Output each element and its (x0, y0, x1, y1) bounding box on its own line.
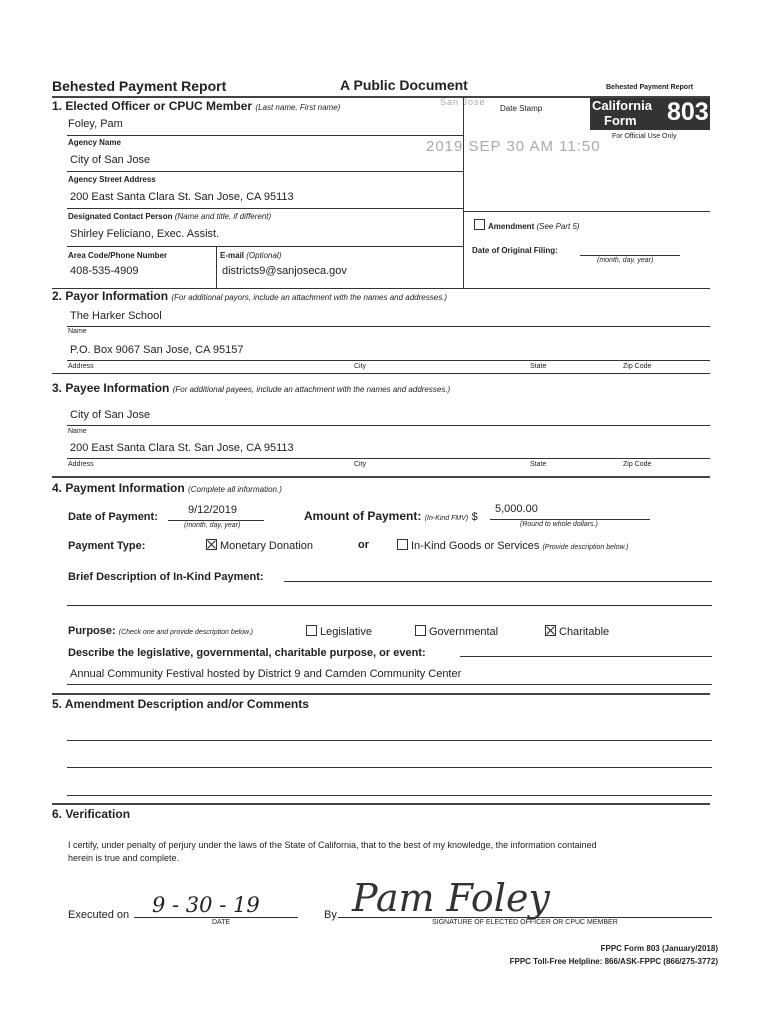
payor-address-label: Address (68, 363, 94, 370)
badge-number: 803 (667, 98, 709, 126)
payment-date-note: (month, day, year) (184, 522, 241, 529)
legislative-option[interactable]: Legislative (306, 625, 372, 638)
officer-signature: Pam Foley (352, 876, 550, 920)
stamp-office-text: San Jose (440, 97, 486, 107)
public-document-label: A Public Document (340, 77, 468, 93)
date-stamp-label: Date Stamp (500, 104, 543, 113)
governmental-checkbox[interactable] (415, 625, 426, 636)
agency-street-label: Agency Street Address (68, 175, 156, 184)
contact-person-label: Designated Contact Person (Name and title, if different) (68, 212, 272, 221)
original-filing-label: Date of Original Filing: (472, 246, 558, 255)
header-right-title: Behested Payment Report (606, 84, 694, 91)
payor-name-value: The Harker School (70, 310, 162, 322)
inkind-note: (Provide description below.) (542, 544, 629, 551)
certification-line2: herein is true and complete. (68, 853, 180, 863)
monetary-option[interactable]: Monetary Donation (206, 539, 313, 552)
email-value: districts9@sanjoseca.gov (222, 265, 347, 277)
payment-amount-label: Amount of Payment: (In-Kind FMV) $ (304, 509, 478, 523)
section3-heading-note: (For additional payees, include an attachment with the names and addresses.) (172, 385, 451, 394)
payment-amount-note: (In-Kind FMV) (424, 515, 469, 522)
executed-date-handwritten: 9 - 30 - 19 (152, 893, 260, 917)
purpose-note: (Check one and provide description below.) (118, 629, 253, 636)
payment-date-value: 9/12/2019 (188, 504, 237, 516)
payment-type-label: Payment Type: (68, 540, 146, 552)
form-title: Behested Payment Report (52, 78, 227, 94)
or-label: or (358, 539, 369, 551)
purpose-description-label: Describe the legislative, governmental, charitable purpose, or event: (68, 647, 426, 659)
agency-name-value: City of San Jose (70, 154, 151, 166)
section6-heading: 6. Verification (52, 807, 131, 821)
section1-heading: 1. Elected Officer or CPUC Member (Last name, First name) (52, 99, 341, 113)
badge-california: California (592, 98, 652, 113)
contact-person-value: Shirley Feliciano, Exec. Assist. (70, 228, 220, 240)
section3-heading: 3. Payee Information (For additional payees, include an attachment with the names and addresses.) (52, 381, 451, 395)
payee-name-label: Name (68, 428, 87, 435)
email-note: (Optional) (246, 251, 282, 260)
payee-city-label: City (354, 461, 367, 468)
inkind-checkbox[interactable] (397, 539, 408, 550)
purpose-label: Purpose: (Check one and provide description below.) (68, 625, 253, 637)
official-use-label: For Official Use Only (612, 133, 677, 140)
original-filing-note: (month, day, year) (597, 257, 654, 264)
section2-heading-note: (For additional payors, include an attachment with the names and addresses.) (171, 293, 448, 302)
legislative-checkbox[interactable] (306, 625, 317, 636)
payee-state-label: State (530, 461, 547, 468)
payor-zip-label: Zip Code (623, 363, 652, 370)
certification-line1: I certify, under penalty of perjury under the laws of the State of California, that to the best of my knowledge, the information contained (68, 840, 597, 850)
amendment-checkbox-row[interactable]: Amendment (See Part 5) (474, 219, 580, 231)
payor-name-label: Name (68, 328, 87, 335)
amendment-checkbox[interactable] (474, 219, 485, 230)
agency-street-value: 200 East Santa Clara St. San Jose, CA 95113 (70, 191, 294, 203)
phone-label: Area Code/Phone Number (68, 251, 168, 260)
executed-on-label: Executed on (68, 909, 130, 921)
email-label: E-mail (Optional) (220, 251, 282, 260)
form-version-label: FPPC Form 803 (January/2018) (600, 944, 718, 953)
by-label: By (324, 909, 337, 921)
payee-address-value: 200 East Santa Clara St. San Jose, CA 95113 (70, 442, 294, 454)
date-caption: DATE (212, 919, 231, 926)
payor-state-label: State (530, 363, 547, 370)
monetary-checkbox[interactable] (206, 539, 217, 550)
charitable-checkbox[interactable] (545, 625, 556, 636)
currency-symbol: $ (471, 511, 478, 523)
agency-name-label: Agency Name (68, 138, 121, 147)
section4-heading: 4. Payment Information (Complete all information.) (52, 481, 282, 495)
payment-date-label: Date of Payment: (68, 511, 158, 523)
section2-heading: 2. Payor Information (For additional payors, include an attachment with the names and addresses.) (52, 289, 448, 303)
governmental-option[interactable]: Governmental (415, 625, 498, 638)
form-803-badge (590, 96, 710, 130)
payor-address-value: P.O. Box 9067 San Jose, CA 95157 (70, 344, 244, 356)
section1-heading-note: (Last name, First name) (255, 103, 341, 112)
purpose-description-value: Annual Community Festival hosted by District 9 and Camden Community Center (70, 668, 462, 680)
amendment-note: (See Part 5) (536, 222, 580, 231)
payment-amount-value: 5,000.00 (495, 503, 538, 515)
helpline-label: FPPC Toll-Free Helpline: 866/ASK-FPPC (866/275-3772) (509, 957, 718, 966)
inkind-option[interactable]: In-Kind Goods or Services (Provide description below.) (397, 539, 628, 552)
received-date-stamp: 2019 SEP 30 AM 11:50 (426, 138, 601, 155)
inkind-description-label: Brief Description of In-Kind Payment: (68, 571, 264, 583)
payee-name-value: City of San Jose (70, 409, 151, 421)
payment-amount-round-note: (Round to whole dollars.) (520, 521, 598, 528)
contact-person-note: (Name and title, if different) (174, 212, 272, 221)
section4-heading-note: (Complete all information.) (188, 485, 282, 494)
signature-caption: SIGNATURE OF ELECTED OFFICER OR CPUC MEMBER (432, 919, 618, 926)
badge-form: Form (604, 113, 637, 128)
officer-name-value: Foley, Pam (68, 118, 123, 130)
payor-city-label: City (354, 363, 367, 370)
charitable-option[interactable]: Charitable (545, 625, 609, 638)
payee-address-label: Address (68, 461, 94, 468)
phone-value: 408-535-4909 (70, 265, 139, 277)
payee-zip-label: Zip Code (623, 461, 652, 468)
section5-heading: 5. Amendment Description and/or Comments (52, 697, 309, 711)
